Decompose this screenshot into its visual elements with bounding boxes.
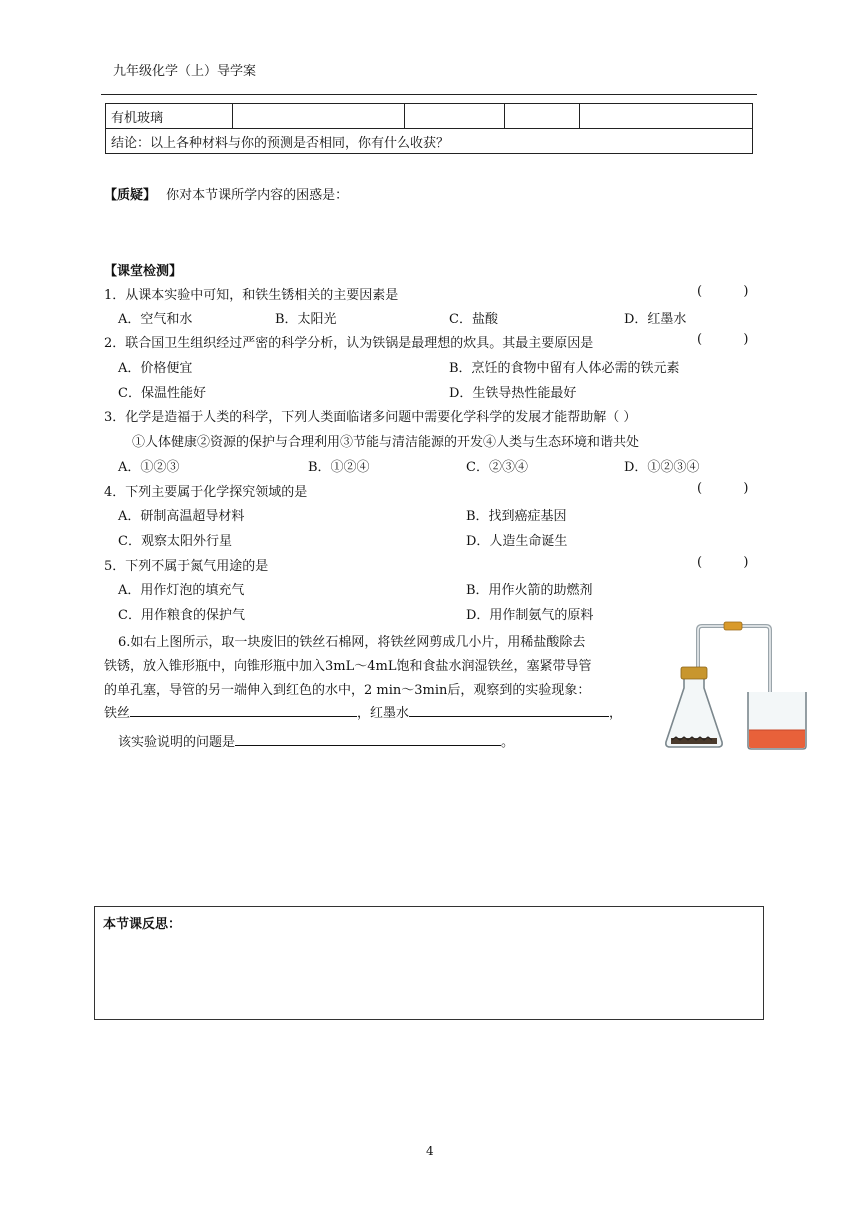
q6-answer-line xyxy=(104,702,622,721)
q4-option-b: B．找到癌症基因 xyxy=(466,509,567,524)
reflection-box[interactable] xyxy=(94,906,764,1020)
q6-explain-label: 该实验说明的问题是 xyxy=(118,735,236,750)
q3-option-c: C．②③④ xyxy=(466,460,528,475)
explanation-blank[interactable] xyxy=(235,731,501,746)
q3-option-b: B．①②④ xyxy=(308,460,370,475)
q2-option-d: D．生铁导热性能最好 xyxy=(449,386,577,401)
q2-option-b: B．烹饪的食物中留有人体必需的铁元素 xyxy=(449,361,680,376)
q4-option-c: C．观察太阳外行星 xyxy=(118,534,232,549)
doubt-label: 【质疑】 xyxy=(104,188,157,203)
q4-stem: 4．下列主要属于化学探究领域的是 xyxy=(104,485,308,500)
doubt-text: 你对本节课所学内容的困惑是： xyxy=(166,188,349,203)
q5-answer-paren: ( ) xyxy=(697,555,749,570)
q5-option-d: D．用作制氨气的原料 xyxy=(466,608,594,623)
q4-option-a: A．研制高温超导材料 xyxy=(118,509,245,524)
page-number: 4 xyxy=(426,1144,434,1158)
table-row xyxy=(106,104,753,129)
table-cell xyxy=(233,104,405,129)
q4-answer-paren: ( ) xyxy=(697,481,749,496)
q6-line-3: 的单孔塞，导管的另一端伸入到红色的水中，2 min～3min后，观察到的实验现象： xyxy=(104,683,591,698)
iron-observation-blank[interactable] xyxy=(130,702,357,717)
page-header: 九年级化学（上）导学案 xyxy=(113,64,257,79)
q6-line-2: 铁锈，放入锥形瓶中，向锥形瓶中加入3mL～4mL饱和食盐水润湿铁丝，塞紧带导管 xyxy=(104,659,592,674)
q1-stem: 1．从课本实验中可知，和铁生锈相关的主要因素是 xyxy=(104,288,399,303)
q2-answer-paren: ( ) xyxy=(697,332,749,347)
header-rule xyxy=(101,94,757,95)
table-cell-material: 有机玻璃 xyxy=(106,104,233,129)
reflection-title: 本节课反思： xyxy=(103,917,182,932)
tube-joint xyxy=(724,622,742,630)
q3-stem: 3．化学是造福于人类的科学，下列人类面临诸多问题中需要化学科学的发展才能帮助解（ ） xyxy=(104,410,637,425)
q6-period: 。 xyxy=(501,735,515,750)
q2-option-c: C．保温性能好 xyxy=(118,386,206,401)
table-cell xyxy=(580,104,753,129)
ink-observation-blank[interactable] xyxy=(409,702,609,717)
rusting-apparatus-diagram xyxy=(660,620,810,755)
table-cell xyxy=(505,104,580,129)
flask-stopper xyxy=(681,667,707,679)
q6-iron-label: 铁丝 xyxy=(104,706,131,721)
q6-line-1: 6.如右上图所示，取一块废旧的铁丝石棉网，将铁丝网剪成几小片，用稀盐酸除去 xyxy=(118,635,586,650)
red-ink-liquid xyxy=(749,730,805,748)
q1-option-b: B．太阳光 xyxy=(275,312,337,327)
q6-ink-label: ，红墨水 xyxy=(357,706,410,721)
check-title: 【课堂检测】 xyxy=(104,264,183,279)
doubt-section xyxy=(104,184,348,203)
q5-option-c: C．用作粮食的保护气 xyxy=(118,608,245,623)
q3-sub-items: ①人体健康②资源的保护与合理利用③节能与清洁能源的开发④人类与生态环境和谐共处 xyxy=(132,435,640,450)
q1-answer-paren: ( ) xyxy=(697,284,749,299)
q2-option-a: A．价格便宜 xyxy=(118,361,193,376)
q1-option-d: D．红墨水 xyxy=(624,312,687,327)
q5-option-a: A．用作灯泡的填充气 xyxy=(118,583,245,598)
q1-option-a: A．空气和水 xyxy=(118,312,193,327)
q5-stem: 5．下列不属于氮气用途的是 xyxy=(104,559,269,574)
table-conclusion: 结论：以上各种材料与你的预测是否相同，你有什么收获？ xyxy=(106,129,753,154)
q3-option-d: D．①②③④ xyxy=(624,460,700,475)
q6-comma: ， xyxy=(609,706,623,721)
q2-stem: 2．联合国卫生组织经过严密的科学分析，认为铁锅是最理想的炊具。其最主要原因是 xyxy=(104,336,594,351)
table-cell xyxy=(405,104,505,129)
q5-option-b: B．用作火箭的助燃剂 xyxy=(466,583,593,598)
q6-explain-line xyxy=(118,731,514,750)
conical-flask xyxy=(666,678,722,747)
q1-option-c: C．盐酸 xyxy=(449,312,498,327)
materials-table xyxy=(105,103,753,154)
q3-option-a: A．①②③ xyxy=(118,460,180,475)
table-row xyxy=(106,129,753,154)
q4-option-d: D．人造生命诞生 xyxy=(466,534,568,549)
